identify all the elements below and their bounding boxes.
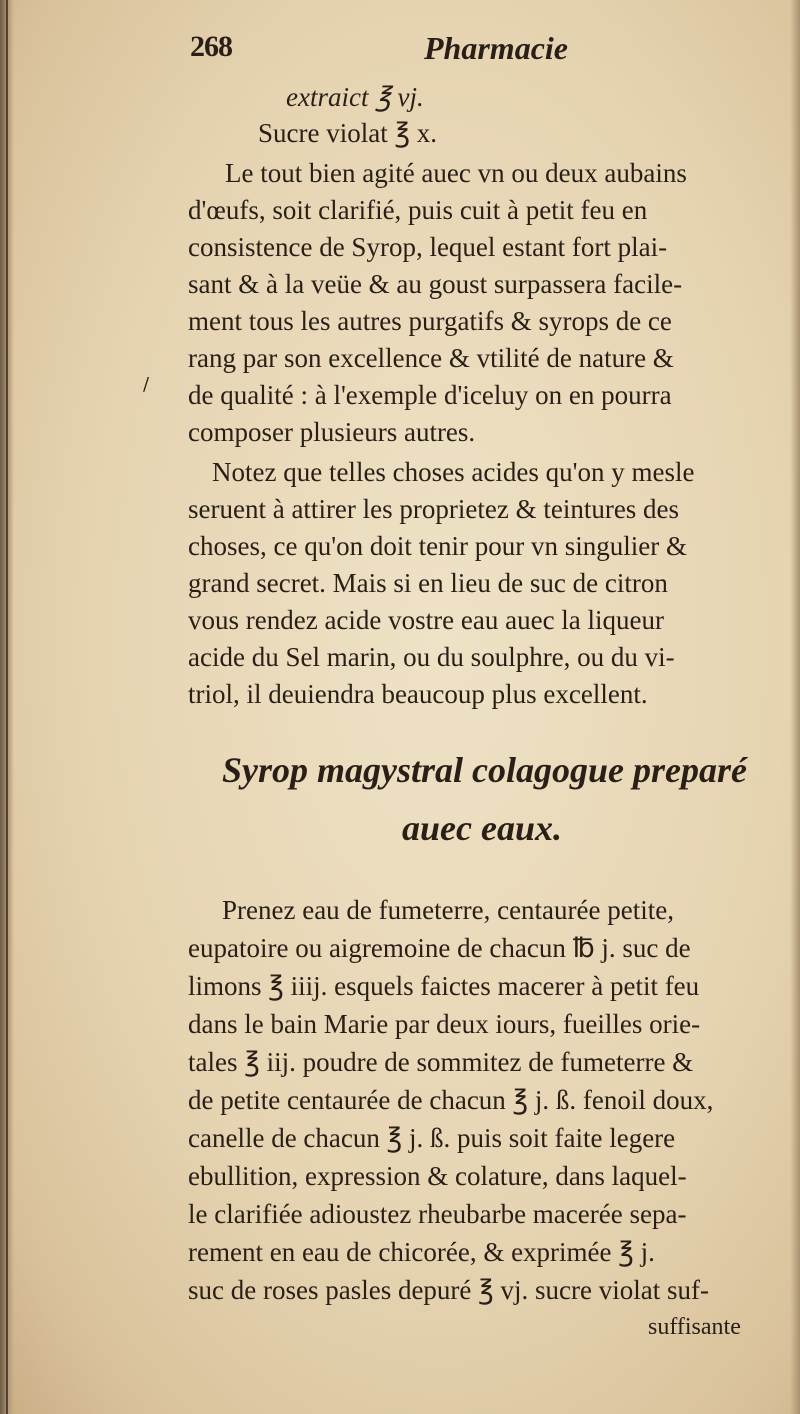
page-number: 268 bbox=[190, 30, 232, 63]
paragraph-line: triol, il deuiendra beaucoup plus excellent. bbox=[188, 679, 648, 709]
paragraph-line: choses, ce qu'on doit tenir pour vn singulier & bbox=[188, 531, 688, 561]
paragraph-line: composer plusieurs autres. bbox=[188, 417, 476, 447]
paragraph-line: d'œufs, soit clarifié, puis cuit à petit feu en bbox=[188, 195, 648, 225]
section-heading: Syrop magystral colagogue preparé bbox=[222, 750, 747, 790]
paragraph-line: canelle de chacun ℥ j. ß. puis soit faite legere bbox=[188, 1123, 676, 1153]
paragraph-line: vous rendez acide vostre eau auec la liqueur bbox=[188, 605, 665, 635]
margin-mark: / bbox=[143, 374, 150, 395]
catchword: suffisante bbox=[648, 1314, 741, 1340]
paragraph-line: grand secret. Mais si en lieu de suc de citron bbox=[188, 568, 668, 598]
recipe-line: Sucre violat ℥ x. bbox=[258, 118, 438, 148]
paragraph-line: consistence de Syrop, lequel estant fort plai- bbox=[188, 232, 668, 262]
paragraph-line: sant & à la veüe & au goust surpassera facile- bbox=[188, 269, 683, 299]
running-head-title: Pharmacie bbox=[424, 30, 568, 66]
paragraph-line: Notez que telles choses acides qu'on y mesle bbox=[212, 457, 695, 487]
paragraph-line: Le tout bien agité auec vn ou deux aubains bbox=[225, 158, 687, 188]
paragraph-line: tales ℥ iij. poudre de sommitez de fumeterre & bbox=[188, 1047, 694, 1077]
paragraph-line: seruent à attirer les proprietez & teintures des bbox=[188, 494, 680, 524]
running-head bbox=[190, 30, 750, 70]
paragraph-line: le clarifiée adioustez rheubarbe macerée sepa- bbox=[188, 1199, 687, 1229]
paragraph-line: rang par son excellence & vtilité de nature & bbox=[188, 343, 674, 373]
paragraph-line: limons ℥ iiij. esquels faictes macerer à petit feu bbox=[188, 971, 700, 1001]
paragraph-line: ebullition, expression & colature, dans laquel- bbox=[188, 1161, 687, 1191]
section-heading: auec eaux. bbox=[402, 808, 562, 848]
paragraph-line: de qualité : à l'exemple d'iceluy on en pourra bbox=[188, 380, 672, 410]
paragraph-line: ment tous les autres purgatifs & syrops de ce bbox=[188, 306, 672, 336]
paragraph-line: suc de roses pasles depuré ℥ vj. sucre violat suf- bbox=[188, 1275, 709, 1305]
paragraph-line: de petite centaurée de chacun ℥ j. ß. fenoil doux, bbox=[188, 1085, 714, 1115]
paragraph-line: dans le bain Marie par deux iours, fueilles orie- bbox=[188, 1009, 701, 1039]
paragraph-line: rement en eau de chicorée, & exprimée ℥ j. bbox=[188, 1237, 655, 1267]
paragraph-line: eupatoire ou aigremoine de chacun ℔ j. suc de bbox=[188, 933, 691, 963]
recipe-line: extraict ℥ vj. bbox=[286, 82, 424, 112]
page-right-edge bbox=[790, 0, 800, 1414]
paragraph-line: acide du Sel marin, ou du soulphre, ou du vi- bbox=[188, 642, 675, 672]
paragraph-line: Prenez eau de fumeterre, centaurée petite, bbox=[222, 895, 674, 925]
page-gutter-line bbox=[6, 0, 8, 1414]
